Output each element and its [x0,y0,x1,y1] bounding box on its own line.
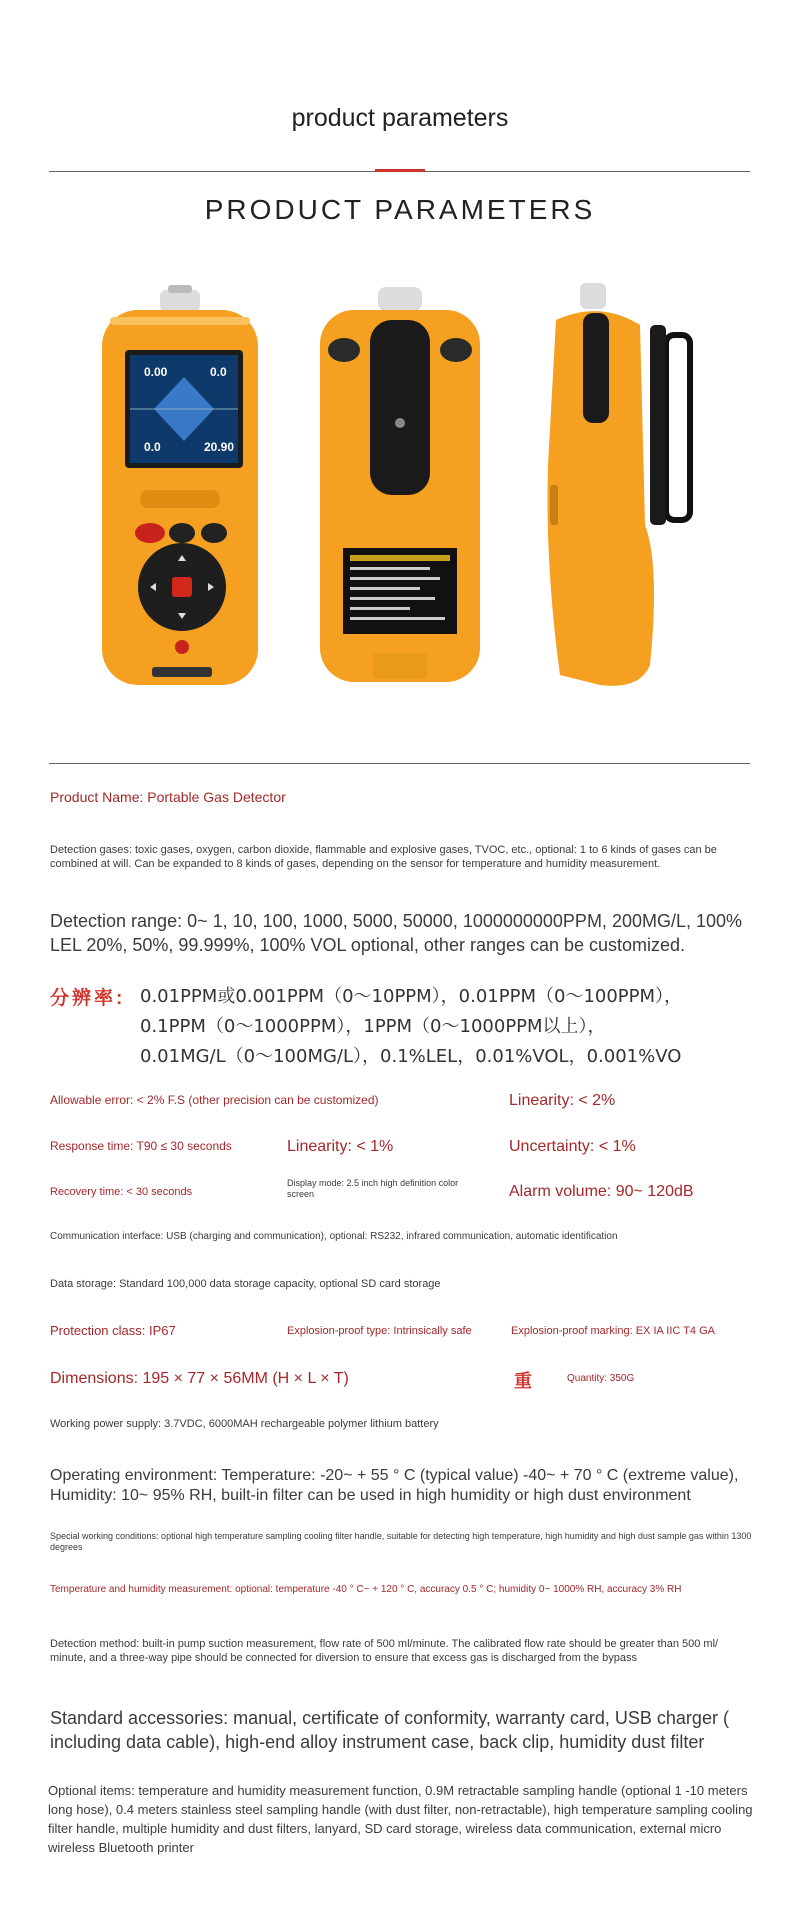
screen-value-bottom-right: 20.90 [204,440,235,454]
operating-environment: Operating environment: Temperature: -20~ + 55 ° C (typical value) -40~ + 70 ° C (extreme value), Humidity: 10~ 95% RH, built-in filter can be used in high humidity or high dust environment [50,1467,739,1504]
quantity: Quantity: 350G [567,1373,635,1384]
weight-label: 重 [514,1371,532,1392]
detection-gases: Detection gases: toxic gases, oxygen, carbon dioxide, flammable and explosive gases, TVOC, etc., optional: 1 to 6 kinds of gases can be combined at will. Can be expanded to 8 kinds of gases, depending on the sensor for temperature and humidity measurement. [50,844,717,870]
optional-items: Optional items: temperature and humidity measurement function, 0.9M retractable sampling handle (optional 1 -10 meters long hose), 0.4 meters stainless steel sampling handle (with dust filter, non-retractable), high temperature sampling cooling filter handle, multiple humidity and dust filters, lanyard, SD card storage, wireless data communication, external micro wireless Bluetooth printer [48,1783,753,1855]
dimensions: Dimensions: 195 × 77 × 56MM (H × L × T) [50,1370,349,1387]
resolution-line-1: 0.01PPM或0.001PPM（0〜10PPM），0.01PPM（0〜100PPM）， [140,986,683,1007]
detection-range: Detection range: 0~ 1, 10, 100, 1000, 5000, 50000, 1000000000PPM, 200MG/L, 100% LEL 20%, 50%, 99.999%, 100% VOL optional, other ranges can be customized. [50,911,743,955]
recovery-time: Recovery time: < 30 seconds [50,1186,193,1198]
resolution-line-2: 0.1PPM（0〜1000PPM），1PPM（0〜1000PPM以上）， [140,1016,606,1037]
device-side-view [548,283,691,686]
explosion-proof-type: Explosion-proof type: Intrinsically safe [287,1325,472,1337]
device-back-view [320,287,480,682]
data-storage: Data storage: Standard 100,000 data storage capacity, optional SD card storage [50,1278,441,1290]
section-divider [49,763,750,764]
uncertainty: Uncertainty: < 1% [509,1138,636,1155]
product-name: Product Name: Portable Gas Detector [50,789,286,805]
screen-value-bottom-left: 0.0 [144,440,161,454]
temperature-humidity-measurement: Temperature and humidity measurement: optional: temperature -40 ° C~ + 120 ° C, accuracy 0.5 ° C; humidity 0~ 1000% RH, accuracy 3% RH [50,1584,682,1595]
page-title: product parameters [291,104,509,132]
response-time: Response time: T90 ≤ 30 seconds [50,1139,232,1153]
allowable-error: Allowable error: < 2% F.S (other precision can be customized) [50,1093,379,1107]
standard-accessories: Standard accessories: manual, certificate of conformity, warranty card, USB charger ( including data cable), high-end alloy instrument case, back clip, humidity dust filter [50,1708,729,1752]
protection-class: Protection class: IP67 [50,1323,176,1338]
title-accent-bar [375,169,425,172]
section-heading: PRODUCT PARAMETERS [204,194,596,225]
linearity-1: Linearity: < 1% [287,1138,394,1155]
special-working-conditions: Special working conditions: optional high temperature sampling cooling filter handle, suitable for detecting high temperature, high humidity and high dust sample gas within 1300 degrees [50,1531,752,1552]
resolution-line-3: 0.01MG/L（0〜100MG/L），0.1%LEL，0.01%VOL，0.001%VO [140,1046,682,1067]
screen-value-top-left: 0.00 [144,365,168,379]
alarm-volume: Alarm volume: 90~ 120dB [509,1183,694,1200]
communication-interface: Communication interface: USB (charging and communication), optional: RS232, infrared communication, automatic identification [50,1231,618,1242]
product-images [0,265,800,705]
linearity-2: Linearity: < 2% [509,1092,616,1109]
explosion-proof-marking: Explosion-proof marking: EX IA IIC T4 GA [511,1325,715,1337]
detection-method: Detection method: built-in pump suction measurement, flow rate of 500 ml/minute. The calibrated flow rate should be greater than 500 ml/ minute, and a three-way pipe should be connected for diversion to ensure that excess gas is discharged from the bypass [50,1638,719,1664]
screen-value-top-right: 0.0 [210,365,227,379]
display-mode: Display mode: 2.5 inch high definition color screen [287,1178,459,1199]
working-power-supply: Working power supply: 3.7VDC, 6000MAH rechargeable polymer lithium battery [50,1418,439,1430]
resolution-label: 分辨率: [50,988,126,1009]
device-front-view [102,285,258,685]
